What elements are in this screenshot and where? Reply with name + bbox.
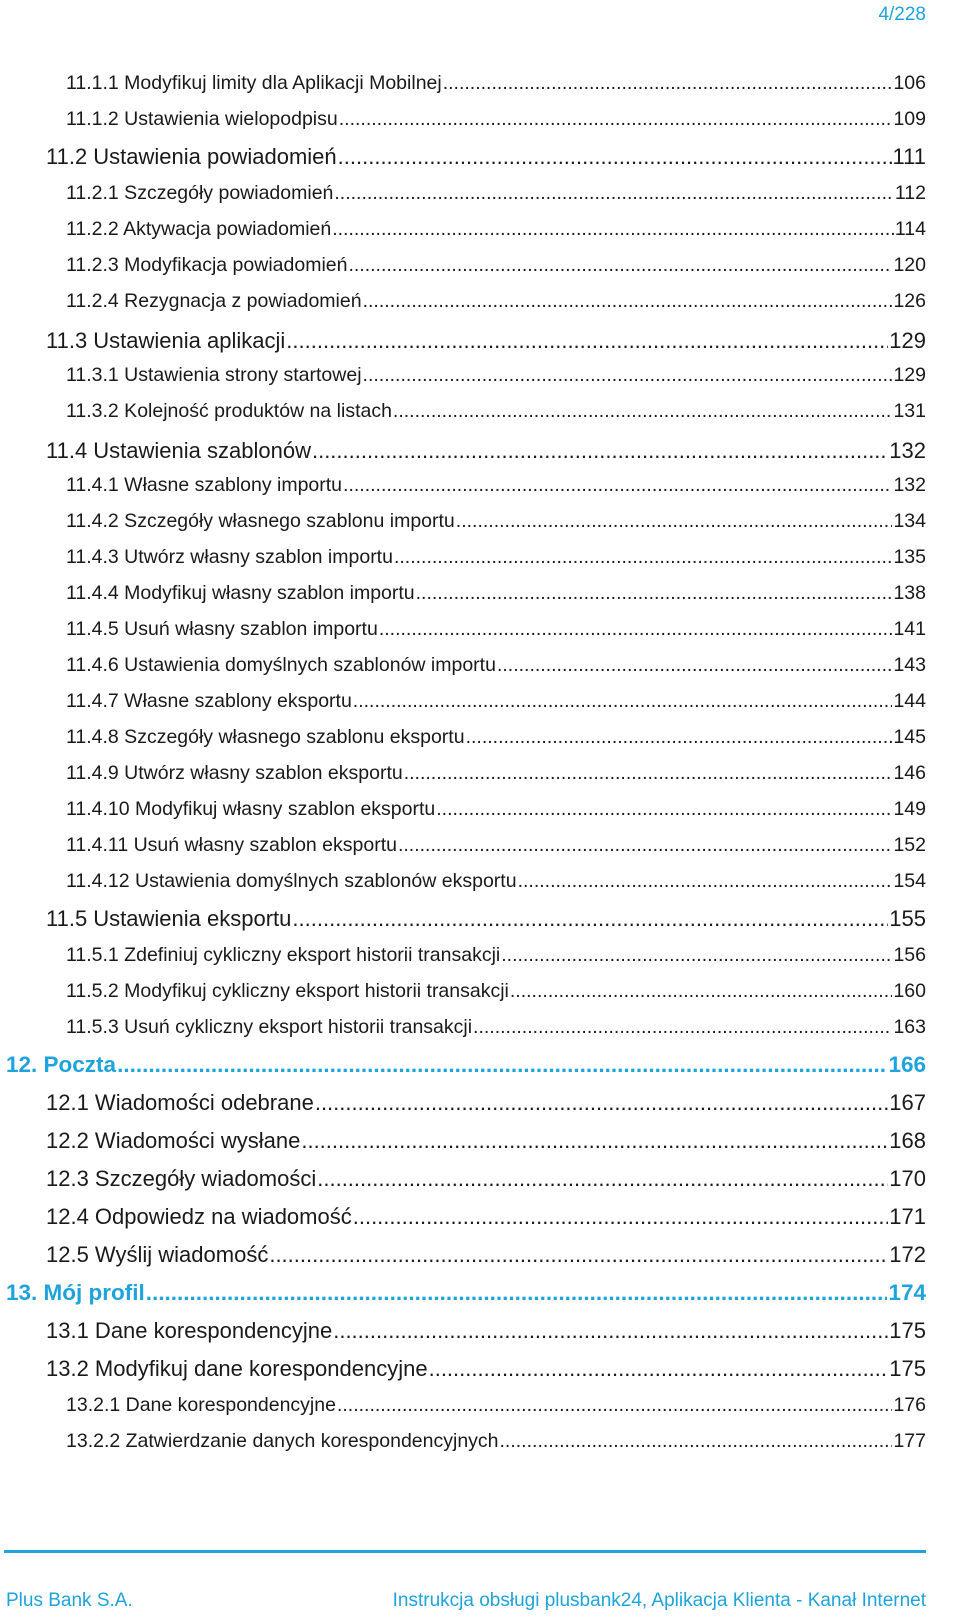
toc-dot-leader xyxy=(269,1242,888,1268)
toc-dot-leader xyxy=(436,798,892,821)
toc-entry[interactable] xyxy=(46,1128,926,1154)
toc-entry-page: 138 xyxy=(893,582,926,604)
toc-entry[interactable] xyxy=(66,944,926,967)
toc-entry-title: 11.4.9 Utwórz własny szablon eksportu xyxy=(66,762,403,784)
toc-entry-title: 11.2.4 Rezygnacja z powiadomień xyxy=(66,290,362,312)
toc-entry-page: 168 xyxy=(889,1128,926,1153)
toc-entry[interactable] xyxy=(66,582,926,605)
toc-entry[interactable] xyxy=(46,1242,926,1268)
toc-dot-leader xyxy=(393,400,893,423)
toc-entry[interactable] xyxy=(66,690,926,713)
toc-entry-page: 174 xyxy=(888,1280,926,1305)
toc-entry[interactable] xyxy=(66,474,926,497)
toc-entry[interactable] xyxy=(46,906,926,932)
toc-entry[interactable] xyxy=(66,254,926,277)
page-number: 4/228 xyxy=(878,4,926,25)
toc-entry[interactable] xyxy=(66,980,926,1003)
toc-entry[interactable] xyxy=(46,1318,926,1344)
toc-entry-page: 126 xyxy=(893,290,926,312)
toc-entry-title: 11.4.10 Modyfikuj własny szablon eksportu xyxy=(66,798,436,820)
toc-entry-page: 143 xyxy=(893,654,926,676)
toc-entry-page: 146 xyxy=(893,762,926,784)
toc-entry-title: 11.4.8 Szczegóły własnego szablonu eksportu xyxy=(66,726,465,748)
toc-entry[interactable] xyxy=(66,654,926,677)
toc-entry-title: 12.3 Szczegóły wiadomości xyxy=(46,1166,317,1191)
toc-entry-page: 131 xyxy=(893,400,926,422)
toc-entry-page: 149 xyxy=(893,798,926,820)
toc-dot-leader xyxy=(416,582,893,605)
toc-entry-title: 11.3.1 Ustawienia strony startowej xyxy=(66,364,362,386)
toc-dot-leader xyxy=(443,72,893,95)
toc-entry[interactable] xyxy=(66,726,926,749)
toc-dot-leader xyxy=(334,182,894,205)
toc-entry-page: 112 xyxy=(894,182,926,204)
toc-dot-leader xyxy=(332,218,894,241)
toc-dot-leader xyxy=(353,690,893,713)
toc-entry[interactable] xyxy=(46,1204,926,1230)
toc-entry-page: 171 xyxy=(889,1204,926,1229)
toc-entry-page: 132 xyxy=(893,474,926,496)
toc-entry-page: 129 xyxy=(889,328,926,353)
toc-entry-page: 154 xyxy=(893,870,926,892)
toc-entry-page: 129 xyxy=(893,364,926,386)
toc-entry[interactable] xyxy=(46,144,926,170)
toc-entry[interactable] xyxy=(46,438,926,464)
toc-entry-title: 11.3 Ustawienia aplikacji xyxy=(46,328,286,353)
toc-entry[interactable] xyxy=(46,1090,926,1116)
toc-entry-page: 167 xyxy=(889,1090,926,1115)
toc-entry[interactable] xyxy=(66,834,926,857)
toc-entry-title: 12.1 Wiadomości odebrane xyxy=(46,1090,314,1115)
toc-entry-title: 11.4.11 Usuń własny szablon eksportu xyxy=(66,834,397,856)
toc-entry[interactable] xyxy=(66,108,926,131)
toc-dot-leader xyxy=(510,980,893,1003)
toc-entry-title: 13. Mój profil xyxy=(6,1280,145,1305)
toc-entry-title: 12. Poczta xyxy=(6,1052,117,1077)
footer-company: Plus Bank S.A. xyxy=(6,1590,133,1611)
toc-entry-page: 175 xyxy=(889,1356,926,1381)
toc-entry-title: 11.5.3 Usuń cykliczny eksport historii transakcji xyxy=(66,1016,473,1038)
toc-entry-title: 11.1.1 Modyfikuj limity dla Aplikacji Mobilnej xyxy=(66,72,442,94)
toc-entry-title: 11.4.12 Ustawienia domyślnych szablonów eksportu xyxy=(66,870,517,892)
toc-entry[interactable] xyxy=(66,1016,926,1039)
toc-entry-page: 176 xyxy=(893,1394,926,1416)
toc-entry-page: 170 xyxy=(889,1166,926,1191)
toc-entry[interactable] xyxy=(6,1052,926,1078)
toc-dot-leader xyxy=(501,944,892,967)
toc-entry[interactable] xyxy=(66,870,926,893)
toc-dot-leader xyxy=(315,1090,888,1116)
toc-entry-page: 114 xyxy=(894,218,926,240)
toc-dot-leader xyxy=(343,474,892,497)
toc-entry-title: 11.4.5 Usuń własny szablon importu xyxy=(66,618,378,640)
toc-entry-page: 152 xyxy=(893,834,926,856)
toc-entry-title: 12.4 Odpowiedz na wiadomość xyxy=(46,1204,352,1229)
toc-entry-page: 160 xyxy=(893,980,926,1002)
toc-entry[interactable] xyxy=(46,328,926,354)
toc-entry[interactable] xyxy=(66,364,926,387)
footer-document-title: Instrukcja obsługi plusbank24, Aplikacja Klienta - Kanał Internet xyxy=(392,1590,926,1611)
toc-entry[interactable] xyxy=(66,218,926,241)
toc-dot-leader xyxy=(497,654,893,677)
toc-entry[interactable] xyxy=(66,1394,926,1417)
toc-entry-title: 11.4.2 Szczegóły własnego szablonu importu xyxy=(66,510,455,532)
toc-entry-title: 11.2.3 Modyfikacja powiadomień xyxy=(66,254,348,276)
toc-entry-title: 11.4.4 Modyfikuj własny szablon importu xyxy=(66,582,415,604)
toc-entry-page: 111 xyxy=(892,144,926,169)
toc-entry-page: 163 xyxy=(893,1016,926,1038)
toc-entry-title: 11.4 Ustawienia szablonów xyxy=(46,438,311,463)
toc-entry[interactable] xyxy=(46,1166,926,1192)
toc-dot-leader xyxy=(353,1204,889,1230)
toc-entry-page: 177 xyxy=(893,1430,926,1452)
toc-entry-page: 109 xyxy=(893,108,926,130)
toc-entry-title: 12.2 Wiadomości wysłane xyxy=(46,1128,301,1153)
toc-dot-leader xyxy=(312,438,888,464)
toc-entry-title: 11.4.6 Ustawienia domyślnych szablonów importu xyxy=(66,654,496,676)
toc-entry-title: 11.4.1 Własne szablony importu xyxy=(66,474,343,496)
toc-entry-title: 11.5.1 Zdefiniuj cykliczny eksport historii transakcji xyxy=(66,944,501,966)
toc-dot-leader xyxy=(339,108,893,131)
toc-entry-title: 11.4.3 Utwórz własny szablon importu xyxy=(66,546,393,568)
toc-entry[interactable] xyxy=(46,1356,926,1382)
toc-dot-leader xyxy=(466,726,893,749)
toc-dot-leader xyxy=(394,546,893,569)
toc-dot-leader xyxy=(286,328,888,354)
toc-dot-leader xyxy=(398,834,892,857)
toc-entry-title: 11.3.2 Kolejność produktów na listach xyxy=(66,400,392,422)
toc-entry-title: 11.5 Ustawienia eksportu xyxy=(46,906,292,931)
toc-entry-page: 166 xyxy=(888,1052,926,1077)
toc-entry[interactable] xyxy=(66,1430,926,1453)
toc-dot-leader xyxy=(117,1052,887,1078)
toc-entry-title: 11.2.2 Aktywacja powiadomień xyxy=(66,218,332,240)
toc-entry-page: 144 xyxy=(893,690,926,712)
toc-entry-title: 11.4.7 Własne szablony eksportu xyxy=(66,690,352,712)
footer-divider xyxy=(4,1550,926,1553)
toc-entry-page: 155 xyxy=(889,906,926,931)
toc-entry-page: 156 xyxy=(893,944,926,966)
toc-entry-page: 135 xyxy=(893,546,926,568)
toc-entry-title: 12.5 Wyślij wiadomość xyxy=(46,1242,269,1267)
toc-dot-leader xyxy=(301,1128,888,1154)
toc-dot-leader xyxy=(363,290,893,313)
toc-dot-leader xyxy=(363,364,893,387)
toc-dot-leader xyxy=(292,906,888,932)
toc-dot-leader xyxy=(518,870,893,893)
toc-entry[interactable] xyxy=(66,400,926,423)
toc-entry-title: 11.2 Ustawienia powiadomień xyxy=(46,144,337,169)
toc-dot-leader xyxy=(337,1394,893,1417)
toc-dot-leader xyxy=(333,1318,888,1344)
toc-entry-title: 13.2.1 Dane korespondencyjne xyxy=(66,1394,336,1416)
toc-entry-page: 106 xyxy=(893,72,926,94)
toc-entry-page: 120 xyxy=(893,254,926,276)
toc-entry[interactable] xyxy=(66,798,926,821)
toc-entry[interactable] xyxy=(66,182,926,205)
toc-entry-page: 172 xyxy=(889,1242,926,1267)
toc-entry[interactable] xyxy=(66,618,926,641)
toc-entry-page: 175 xyxy=(889,1318,926,1343)
toc-dot-leader xyxy=(404,762,893,785)
toc-entry-page: 145 xyxy=(893,726,926,748)
toc-dot-leader xyxy=(473,1016,892,1039)
toc-dot-leader xyxy=(456,510,893,533)
toc-entry-title: 13.2 Modyfikuj dane korespondencyjne xyxy=(46,1356,428,1381)
toc-dot-leader xyxy=(146,1280,888,1306)
toc-entry-page: 141 xyxy=(893,618,926,640)
toc-dot-leader xyxy=(429,1356,889,1382)
toc-entry[interactable] xyxy=(66,510,926,533)
toc-entry[interactable] xyxy=(6,1280,926,1306)
toc-entry[interactable] xyxy=(66,72,926,95)
toc-entry[interactable] xyxy=(66,546,926,569)
toc-entry-title: 13.2.2 Zatwierdzanie danych korespondencyjnych xyxy=(66,1430,499,1452)
toc-dot-leader xyxy=(338,144,892,170)
toc-entry-page: 132 xyxy=(889,438,926,463)
toc-entry[interactable] xyxy=(66,762,926,785)
toc-entry-title: 11.1.2 Ustawienia wielopodpisu xyxy=(66,108,338,130)
toc-dot-leader xyxy=(348,254,892,277)
toc-entry-title: 11.5.2 Modyfikuj cykliczny eksport historii transakcji xyxy=(66,980,509,1002)
toc-entry-title: 13.1 Dane korespondencyjne xyxy=(46,1318,333,1343)
toc-dot-leader xyxy=(500,1430,893,1453)
toc-dot-leader xyxy=(379,618,893,641)
toc-entry-page: 134 xyxy=(893,510,926,532)
toc-entry[interactable] xyxy=(66,290,926,313)
toc-dot-leader xyxy=(317,1166,888,1192)
toc-entry-title: 11.2.1 Szczegóły powiadomień xyxy=(66,182,334,204)
